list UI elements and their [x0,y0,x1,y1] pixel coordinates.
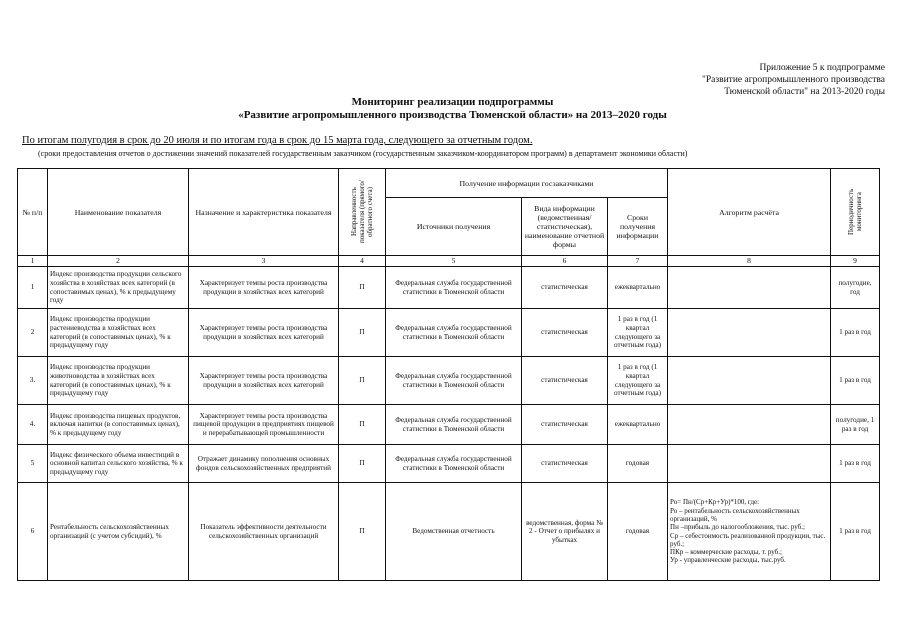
row-term: 1 раз в год (1 квартал следующего за отчетным года) [608,357,668,405]
table-row [18,405,880,445]
row-source: Федеральная служба государственной статистики в Тюменской области [386,267,522,309]
row-num: 3. [18,357,48,405]
row-info-type: статистическая [522,309,608,357]
row-info-type: статистическая [522,357,608,405]
row-purpose: Характеризует темпы роста производства пищевой продукции в предприятиях пищевой и перерабатывающей промышленности [189,405,339,445]
row-source: Федеральная служба государственной статистики в Тюменской области [386,309,522,357]
row-name: Индекс производства продукции сельского хозяйства в хозяйствах всех категорий (в сопоставимых ценах), % к предыдущему году [48,267,189,309]
row-direction: П [339,405,386,445]
row-name: Индекс физического объема инвестиций в основной капитал сельского хозяйства, % к предыдущему году [48,445,189,483]
header-period [831,169,880,256]
reporting-deadline: По итогам полугодия в срок до 20 июля и по итогам года в срок до 15 марта года, следующего за отчетным годом. [22,135,533,146]
row-num: 1 [18,267,48,309]
row-algorithm [668,405,831,445]
header-algorithm: Алгоритм расчёта [668,169,831,256]
reporting-note: (сроки предоставления отчетов о достижении значений показателей государственным заказчиком (государственным заказчиком-координатором программ) в департамент экономики области) [38,149,688,158]
row-num: 2 [18,309,48,357]
row-num: 5 [18,445,48,483]
row-algorithm [668,267,831,309]
appendix-line-2: "Развитие агропромышленного производства [701,75,885,85]
row-purpose: Отражает динамику пополнения основных фондов сельскохозяйственных предприятий [189,445,339,483]
row-num: 4. [18,405,48,445]
row-source: Федеральная служба государственной статистики в Тюменской области [386,445,522,483]
row-source: Федеральная служба государственной статистики в Тюменской области [386,405,522,445]
row-name: Индекс производства пищевых продуктов, включая напитки (в сопоставимых ценах), % к предыдущему году [48,405,189,445]
header-name: Наименование показателя [48,169,189,256]
column-number: 3 [189,256,339,267]
row-period: полугодие, 1 раз в год [831,405,880,445]
table-row [18,309,880,357]
appendix-line-3: Тюменской области" на 2013-2020 годы [724,87,885,97]
row-source: Федеральная служба государственной статистики в Тюменской области [386,357,522,405]
column-number: 8 [668,256,831,267]
row-info-type: ведомственная, форма № 2 - Отчет о прибылях и убытках [522,483,608,581]
row-info-type: статистическая [522,267,608,309]
row-algorithm [668,309,831,357]
row-term: ежеквартально [608,267,668,309]
title-line-1: Мониторинг реализации подпрограммы [351,96,554,108]
column-number: 2 [48,256,189,267]
row-purpose: Характеризует темпы роста производства продукции в хозяйствах всех категорий [189,357,339,405]
row-term: годовая [608,483,668,581]
column-number: 4 [339,256,386,267]
row-info-type: статистическая [522,445,608,483]
row-purpose: Характеризует темпы роста производства продукции в хозяйствах всех категорий [189,267,339,309]
row-term: годовая [608,445,668,483]
column-number: 1 [18,256,48,267]
row-info-type: статистическая [522,405,608,445]
row-name: Индекс производства продукции животноводства в хозяйствах всех категорий (в сопоставимых ценах), % к предыдущему году [48,357,189,405]
appendix-header [555,62,885,98]
header-direction-label: Направленность показателя (прямого/обратного счета) [350,180,374,244]
row-name: Рентабельность сельскохозяйственных организаций (с учетом субсидий), % [48,483,189,581]
row-purpose: Характеризует темпы роста производства продукции в хозяйствах всех категорий [189,309,339,357]
header-num: № п/п [18,169,48,256]
table-row [18,357,880,405]
column-number: 9 [831,256,880,267]
column-number-row [18,256,880,267]
row-direction: П [339,445,386,483]
column-number: 6 [522,256,608,267]
row-direction: П [339,309,386,357]
monitoring-table [17,168,880,581]
row-period: 1 раз в год [831,357,880,405]
title-line-2: «Развитие агропромышленного производства Тюменской области» на 2013–2020 годы [238,109,667,121]
row-period: 1 раз в год [831,309,880,357]
row-period: 1 раз в год [831,483,880,581]
appendix-line-1: Приложение 5 к подпрограмме [759,63,885,73]
column-number: 7 [608,256,668,267]
table-row [18,445,880,483]
row-direction: П [339,483,386,581]
header-terms: Сроки получения информации [608,198,668,256]
row-term: ежеквартально [608,405,668,445]
document-title [0,96,905,122]
row-term: 1 раз в год (1 квартал следующего за отчетным года) [608,309,668,357]
row-period: 1 раз в год [831,445,880,483]
header-direction [339,169,386,256]
header-info-group: Получение информации госзаказчиками [386,169,668,198]
header-info-type: Вида информации (ведомственная/ статистическая), наименование отчетной формы [522,198,608,256]
row-period: полугодие, год [831,267,880,309]
row-direction: П [339,267,386,309]
row-purpose: Показатель эффективности деятельности сельскохозяйственных организаций [189,483,339,581]
column-number: 5 [386,256,522,267]
row-name: Индекс производства продукции растениеводства в хозяйствах всех категорий (в сопоставимых ценах), % к предыдущему году [48,309,189,357]
header-sources: Источники получения [386,198,522,256]
header-period-label: Периодичность мониторинга [847,188,864,236]
row-algorithm [668,357,831,405]
row-direction: П [339,357,386,405]
header-purpose: Назначение и характеристика показателя [189,169,339,256]
row-source: Ведомственная отчетность [386,483,522,581]
row-algorithm: Ро= Пн/(Ср+Кр+Ур)*100, где: Ро – рентабельность сельскохозяйственных организаций, % Пн –прибыль до налогообложения, тыс. руб.; Ср – себестоимость реализованной продукции, тыс. руб.; ПКр – коммерческие расходы, т. руб.; Ур - управленческие расходы, тыс.руб. [668,483,831,581]
table-row [18,483,880,581]
row-algorithm [668,445,831,483]
table-row [18,267,880,309]
row-num: 6 [18,483,48,581]
